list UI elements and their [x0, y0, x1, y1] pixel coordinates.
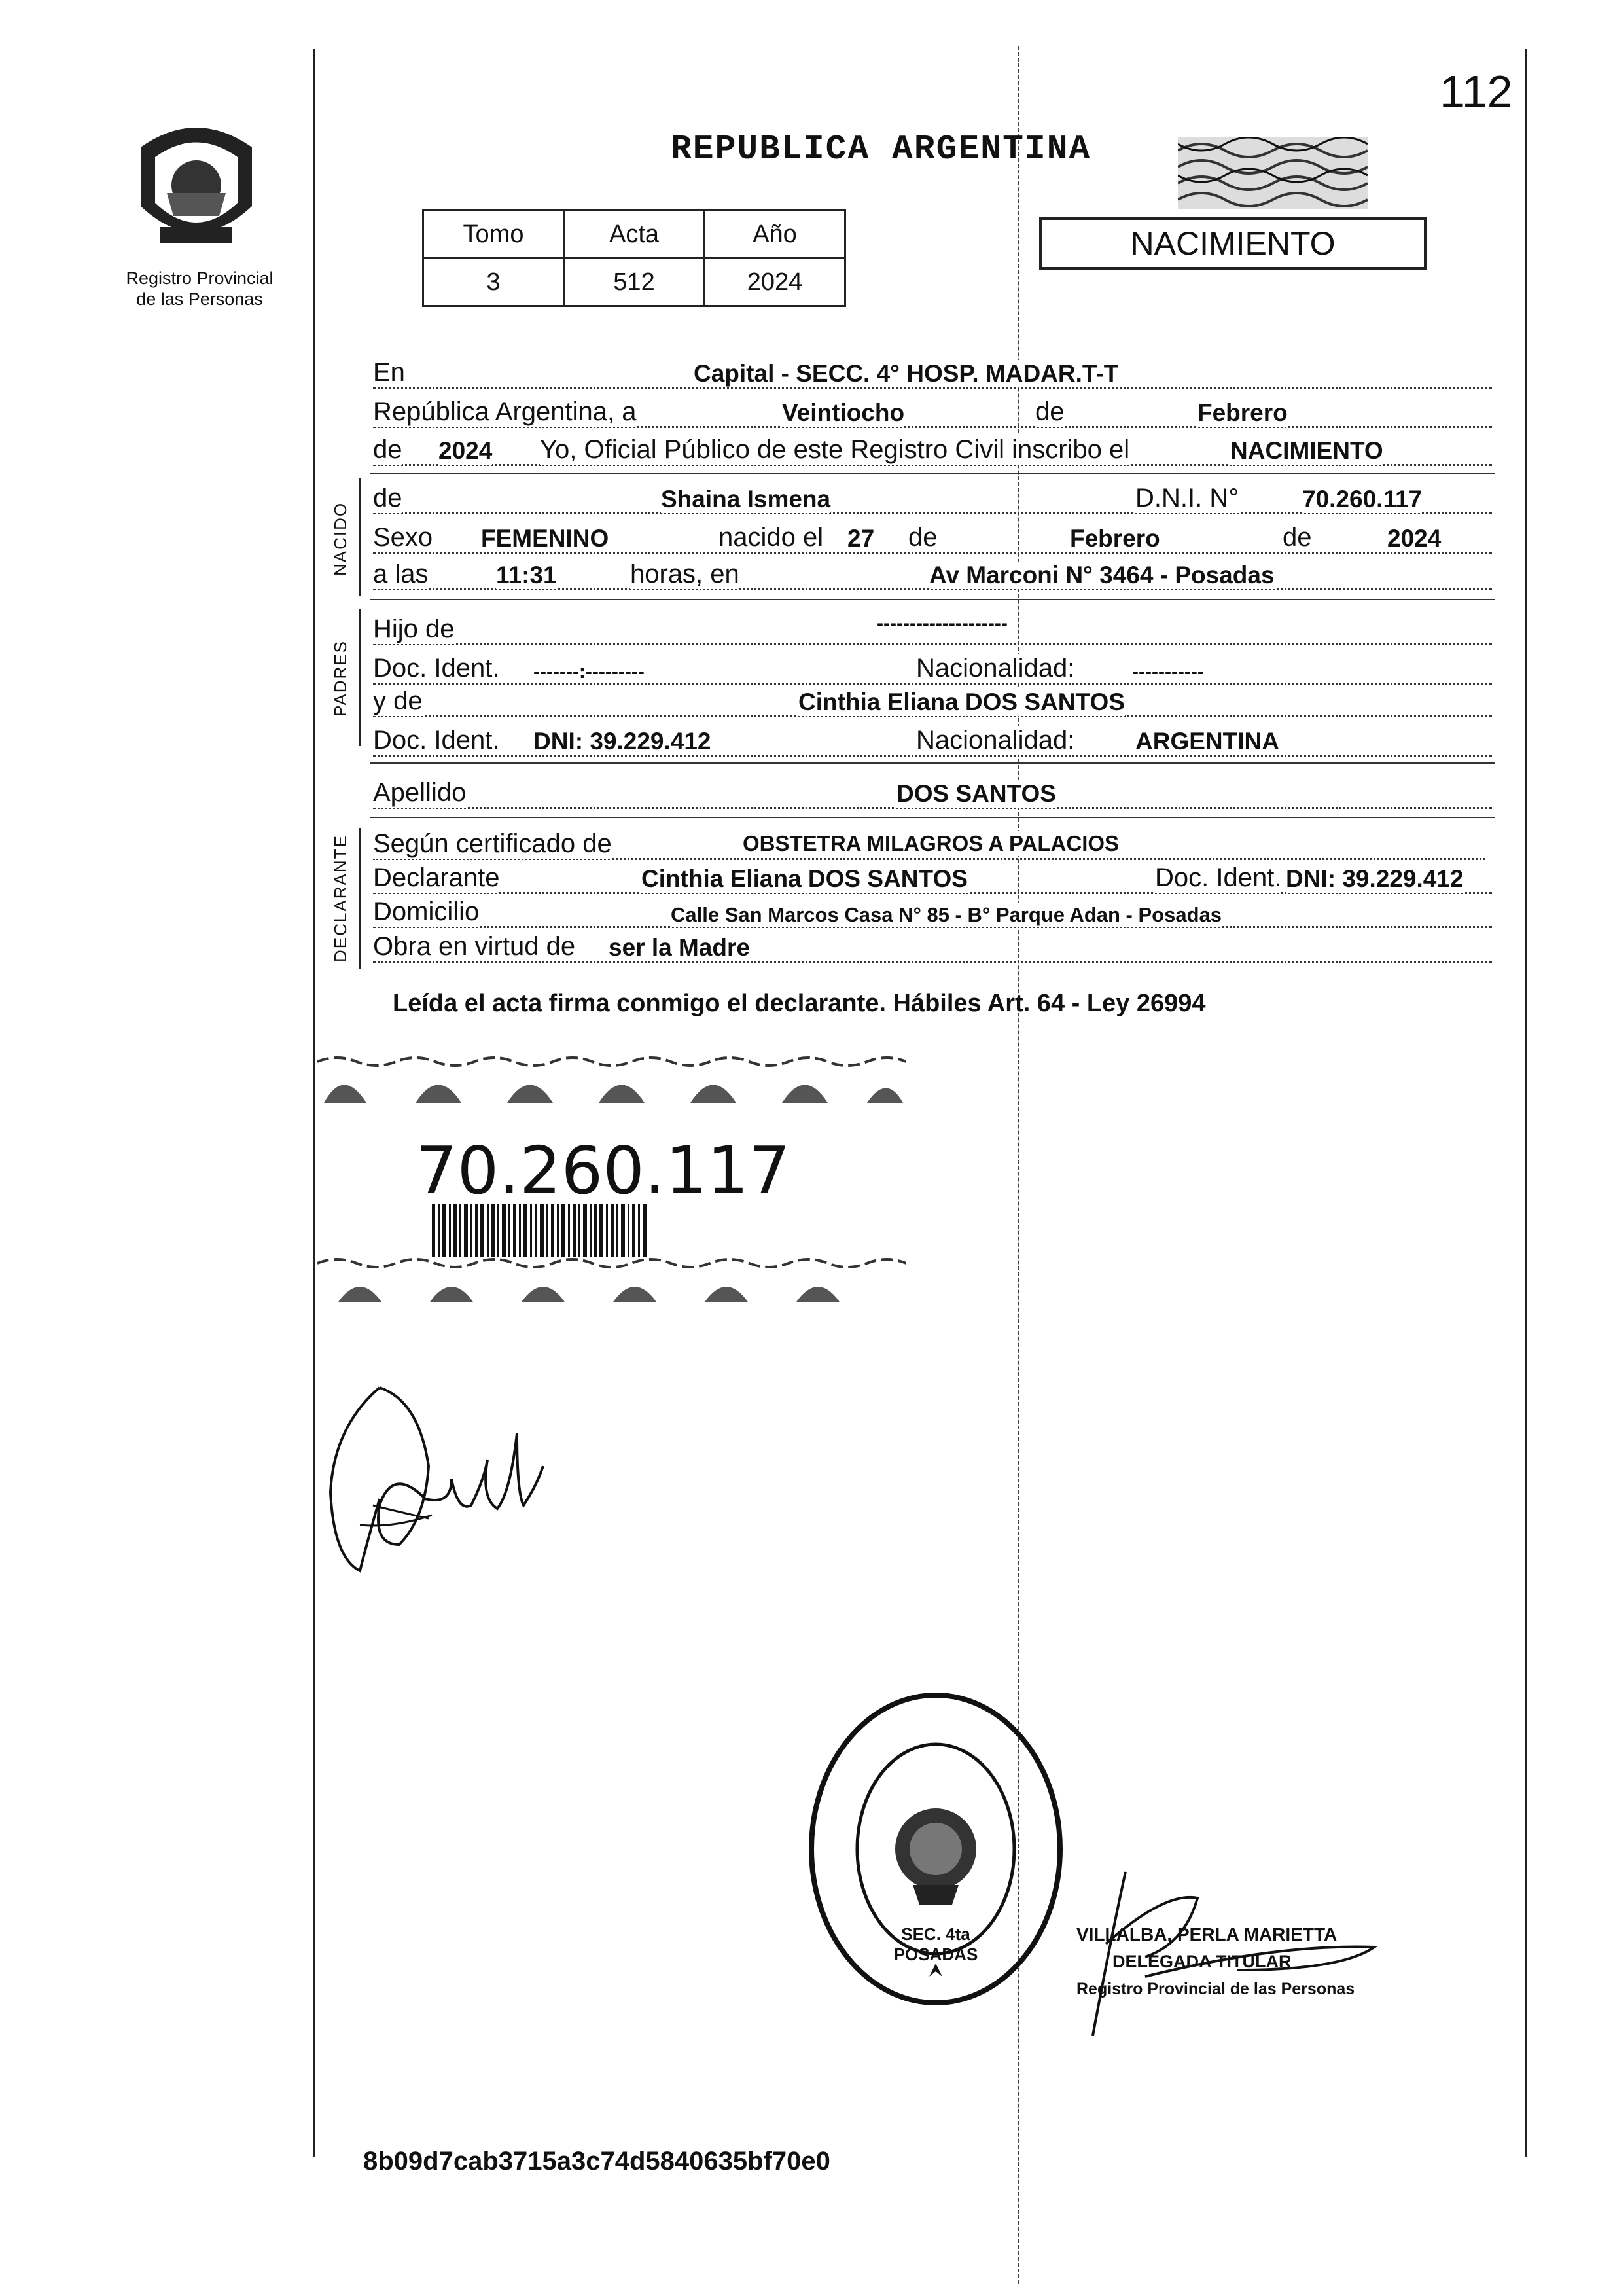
security-strip [317, 1047, 906, 1302]
tomo-value: 3 [423, 259, 564, 306]
document-hash: 8b09d7cab3715a3c74d5840635bf70e0 [363, 2147, 830, 2176]
birth-place-value: Av Marconi N° 3464 - Posadas [929, 562, 1275, 588]
delegate-signature [1067, 1846, 1381, 2042]
security-strip-number: 70.260.117 [416, 1132, 790, 1209]
horas-label: horas, en [630, 560, 739, 588]
stamp-inner-text: SEC. 4ta POSADAS [893, 1924, 978, 1964]
yo-text: Yo, Oficial Público de este Registro Civil inscribo el [540, 435, 1130, 464]
delegate-office: Registro Provincial de las Personas [1076, 1980, 1355, 1998]
de2-label: de [373, 435, 402, 464]
doc2-label: Doc. Ident. [373, 726, 500, 755]
domicilio-value: Calle San Marcos Casa N° 85 - B° Parque Adan - Posadas [671, 903, 1222, 926]
row-ydE [373, 687, 1492, 721]
ano-header: Año [705, 211, 845, 259]
registry-name-line2: de las Personas [136, 289, 263, 309]
sexo-value: FEMENINO [481, 525, 609, 552]
declarante-side-label: DECLARANTE [330, 834, 350, 962]
row-republica [373, 398, 1492, 432]
day-words-value: Veintiocho [782, 399, 905, 426]
mother-doc-value: DNI: 39.229.412 [533, 728, 711, 755]
sexo-label: Sexo [373, 523, 433, 552]
birth-de-label: de [908, 523, 938, 552]
official-stamp [805, 1689, 1067, 2009]
domicilio-label: Domicilio [373, 897, 480, 926]
row-hora [373, 560, 1492, 594]
left-border-line [313, 49, 315, 2157]
acta-value: 512 [564, 259, 705, 306]
acta-header: Acta [564, 211, 705, 259]
segun-value: OBSTETRA MILAGROS A PALACIOS [743, 831, 1120, 855]
row-year [373, 436, 1492, 470]
birth-month-value: Febrero [1070, 525, 1160, 552]
en-label: En [373, 358, 405, 387]
nacido-de-label: de [373, 484, 402, 512]
nacido-el-label: nacido el [718, 523, 824, 552]
row-obra [373, 933, 1492, 967]
birth-day-value: 27 [847, 525, 875, 552]
mother-nationality-value: ARGENTINA [1135, 728, 1279, 755]
row-sexo [373, 524, 1492, 558]
security-pattern [1178, 137, 1368, 209]
segun-label: Según certificado de [373, 829, 612, 858]
provincial-seal-icon [121, 108, 272, 259]
hour-value: 11:31 [496, 562, 557, 588]
registry-logo [121, 108, 272, 259]
row-en [373, 359, 1492, 393]
divider [370, 762, 1495, 764]
right-border-line [1525, 49, 1527, 2157]
country-title: REPUBLICA ARGENTINA [671, 130, 1091, 169]
doc1-value: -------:--------- [533, 661, 645, 683]
decl-doc-value: DNI: 39.229.412 [1286, 865, 1464, 892]
row-nacido-name [373, 484, 1492, 518]
declarante-bracket [359, 828, 361, 969]
republica-label: República Argentina, a [373, 397, 637, 426]
row-hijo [373, 615, 1492, 649]
declarante-value: Cinthia Eliana DOS SANTOS [641, 865, 968, 892]
birth-year-value: 2024 [1387, 525, 1442, 552]
page-number: 112 [1440, 66, 1513, 117]
document-type-label: NACIMIENTO [1130, 225, 1336, 262]
nac2-label: Nacionalidad: [916, 726, 1075, 755]
divider [370, 473, 1495, 474]
declarante-label: Declarante [373, 863, 500, 892]
yde-label: y de [373, 687, 423, 715]
row-segun [373, 830, 1492, 864]
document-type-box [1039, 217, 1427, 270]
divider [370, 599, 1495, 600]
doc1-label: Doc. Ident. [373, 654, 500, 683]
row-apellido [373, 779, 1492, 813]
row-doc1 [373, 655, 1492, 689]
signature-left [321, 1348, 569, 1597]
delegate-title: DELEGADA TITULAR [1112, 1952, 1292, 1971]
dni-label: D.N.I. N° [1135, 484, 1239, 512]
alas-label: a las [373, 560, 429, 588]
padres-side-label: PADRES [330, 640, 350, 717]
obra-label: Obra en virtud de [373, 932, 576, 961]
inscribe-value: NACIMIENTO [1230, 437, 1383, 464]
row-domicilio [373, 898, 1492, 932]
nacido-side-label: NACIDO [330, 501, 350, 576]
row-doc2 [373, 726, 1492, 761]
apellido-label: Apellido [373, 778, 467, 807]
row-declarante [373, 864, 1492, 898]
delegate-name: VILLALBA, PERLA MARIETTA [1076, 1924, 1338, 1945]
nac1-value: ----------- [1132, 661, 1204, 683]
nacido-bracket [359, 478, 361, 596]
de-label: de [1035, 397, 1065, 426]
hijo-label: Hijo de [373, 615, 455, 643]
month-value: Febrero [1197, 399, 1288, 426]
apellido-value: DOS SANTOS [896, 780, 1056, 807]
padres-bracket [359, 609, 361, 746]
child-name-value: Shaina Ismena [661, 486, 831, 512]
birth-de2-label: de [1283, 523, 1312, 552]
obra-value: ser la Madre [609, 934, 750, 961]
nac1-label: Nacionalidad: [916, 654, 1075, 683]
year-value: 2024 [438, 437, 493, 464]
en-value: Capital - SECC. 4° HOSP. MADAR.T-T [694, 360, 1119, 387]
dni-value: 70.260.117 [1302, 486, 1423, 512]
ano-value: 2024 [705, 259, 845, 306]
mother-name-value: Cinthia Eliana DOS SANTOS [798, 689, 1125, 715]
closing-statement: Leída el acta firma conmigo el declarante. Hábiles Art. 64 - Ley 26994 [393, 990, 1206, 1017]
divider [370, 817, 1495, 818]
father-value: -------------------- [877, 613, 1008, 634]
registry-name-line1: Registro Provincial [126, 268, 274, 288]
acta-table [422, 209, 846, 307]
tomo-header: Tomo [423, 211, 564, 259]
decl-doc-label: Doc. Ident. [1155, 863, 1282, 892]
